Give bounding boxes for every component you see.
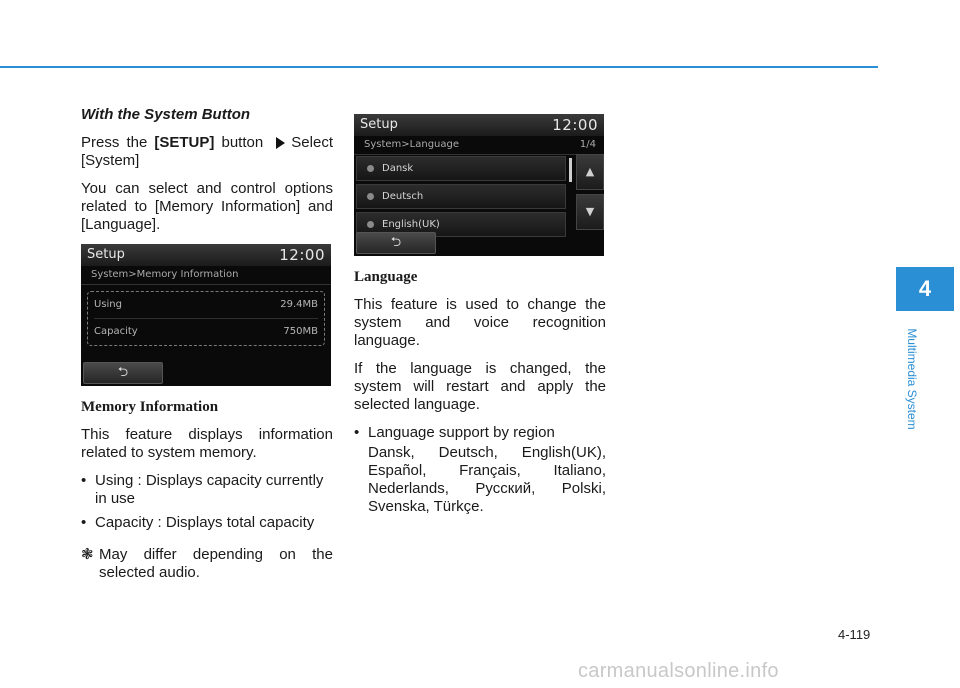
chapter-tab [896,267,954,311]
memory-description: This feature displays information related to system memory. [81,426,333,461]
arrow-right-icon [276,137,285,149]
language-label: Dansk [382,162,414,174]
right-column [354,114,606,526]
chapter-label [897,316,927,442]
path-text: System>Language [364,139,460,150]
scroll-down-button[interactable] [576,194,604,230]
language-label: Deutsch [382,190,424,202]
screen-header [81,244,331,266]
radio-icon [367,165,374,172]
chapter-label-text: Multimedia System [905,328,919,430]
intro-text-post: Select [System] [81,134,333,169]
bullet-text: Capacity : Displays total capacity [95,514,315,531]
memory-label: Capacity [94,326,138,337]
intro-text-mid: button [214,134,271,151]
setup-key-label: [SETUP] [154,134,215,151]
screen-title: Setup [360,117,398,132]
memory-box [87,291,325,346]
memory-row-using [94,292,318,318]
language-heading: Language [354,269,418,285]
top-rule [0,66,878,68]
note-text: May differ depending on the selected audio. [99,546,333,581]
language-paragraph-1: This feature is used to change the system and voice recognition language. [354,296,606,349]
language-item-dansk[interactable] [356,156,566,181]
bullet-dot: • [354,424,360,441]
screen-header [354,114,604,136]
language-item-deutsch[interactable] [356,184,566,209]
bullet-item [81,514,333,532]
left-column [81,106,333,582]
section-heading: With the System Button [81,106,251,123]
bullet-item [354,424,606,442]
triangle-down-icon: ▼ [585,205,595,218]
intro-paragraph [81,134,333,170]
language-paragraph-2: If the language is changed, the system will restart and apply the selected language. [354,360,606,413]
memory-info-screenshot [81,244,331,386]
back-arrow-icon: ⮌ [117,365,129,380]
description-paragraph: You can select and control options related to [Memory Information] and [Language]. [81,180,333,233]
bullet-dot: • [81,514,87,531]
bullet-dot: • [81,472,87,489]
page-indicator: 1/4 [579,139,596,150]
language-label: English(UK) [382,218,440,230]
scrollbar[interactable] [569,158,572,182]
note-symbol-icon: ❃ [81,546,94,563]
screen-clock: 12:00 [279,246,325,264]
bullet-text: Using : Displays capacity currently in use [95,472,324,507]
path-text: System>Memory Information [91,269,239,280]
back-arrow-icon: ⮌ [390,235,402,250]
intro-text-pre: Press the [81,134,155,151]
triangle-up-icon: ▲ [585,165,595,178]
memory-label: Using [94,299,122,310]
memory-value: 750MB [283,326,318,337]
page-number: 4-119 [838,627,871,642]
language-list-text: Dansk, Deutsch, English(UK), Español, Français, Italiano, Nederlands, Русский, Polski, Svenska, Türkçe. [368,444,606,515]
radio-icon [367,193,374,200]
back-button[interactable] [83,362,163,384]
scroll-up-button[interactable] [576,154,604,190]
screen-title: Setup [87,247,125,262]
bullet-item [81,472,333,508]
memory-value: 29.4MB [280,299,318,310]
chapter-number: 4 [918,276,932,301]
screen-path [354,136,604,155]
bullet-text: Language support by region [368,424,555,441]
back-button[interactable] [356,232,436,254]
screen-clock: 12:00 [552,116,598,134]
radio-icon [367,221,374,228]
note [81,546,333,582]
watermark: carmanualsonline.info [578,660,779,682]
memory-heading: Memory Information [81,399,219,415]
screen-path [81,266,331,285]
memory-row-capacity [94,318,318,345]
language-list [356,156,566,240]
language-screenshot [354,114,604,256]
